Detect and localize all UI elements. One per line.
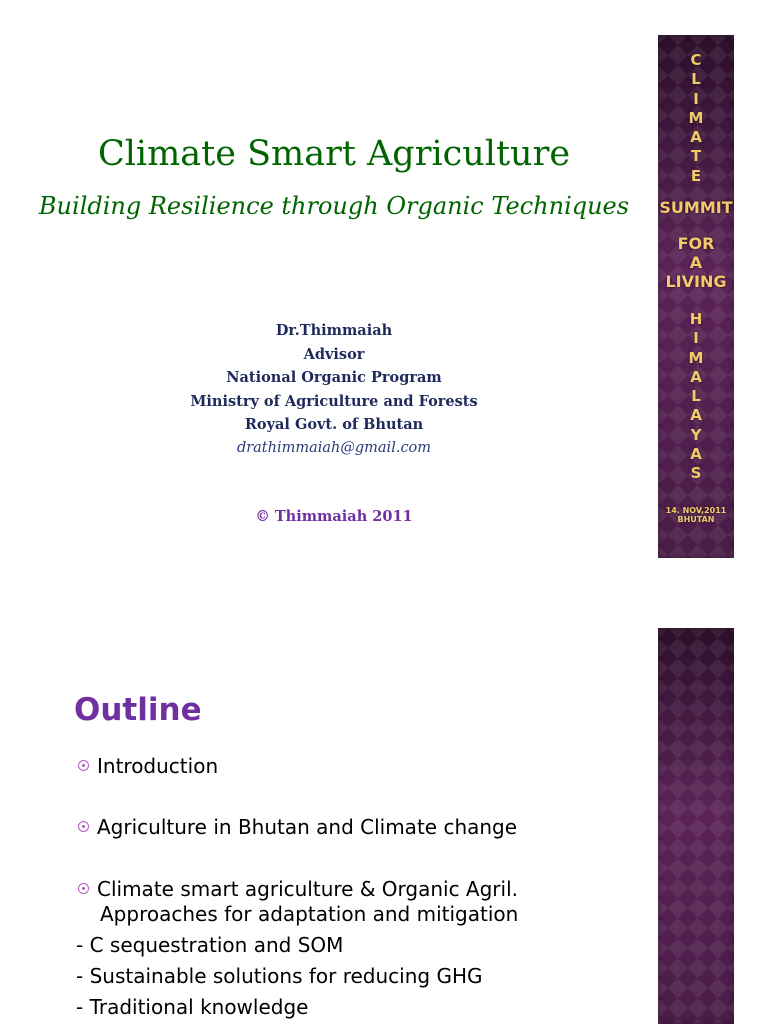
author-program: National Organic Program xyxy=(226,369,442,386)
bullet-circle-icon xyxy=(78,883,89,894)
list-item-continuation: Approaches for adaptation and mitigation xyxy=(100,902,519,926)
banner-word: A xyxy=(689,253,703,272)
author-email: drathimmaiah@gmail.com xyxy=(236,439,432,456)
banner-letter: A xyxy=(690,406,702,425)
banner-letter: C xyxy=(690,51,702,69)
banner-letter: M xyxy=(688,348,704,367)
banner-word: FOR xyxy=(677,234,715,253)
list-item xyxy=(78,754,218,778)
banner-letter: A xyxy=(690,445,702,464)
author-ministry: Ministry of Agriculture and Forests xyxy=(190,392,478,410)
decorative-side-banner xyxy=(658,628,734,1024)
sub-list-item: - Traditional knowledge xyxy=(76,995,309,1019)
bullet-circle-icon xyxy=(78,821,89,832)
banner-letter: E xyxy=(690,166,702,185)
banner-letter: S xyxy=(690,464,702,483)
author-role: Advisor xyxy=(303,345,365,363)
banner-letter: I xyxy=(693,89,699,108)
banner-letter: Y xyxy=(690,425,702,444)
banner-letter: L xyxy=(691,70,701,89)
banner-letter: H xyxy=(689,310,703,328)
author-block xyxy=(0,319,668,460)
outline-slide xyxy=(0,592,768,1024)
list-item xyxy=(78,877,518,901)
author-government: Royal Govt. of Bhutan xyxy=(244,416,424,433)
list-item-text: Climate smart agriculture & Organic Agril. xyxy=(97,877,518,901)
climate-summit-banner xyxy=(658,35,734,558)
list-item-text: Introduction xyxy=(97,754,219,778)
banner-himalayas xyxy=(658,310,734,484)
banner-date xyxy=(658,506,734,524)
banner-for-a-living xyxy=(658,234,734,291)
list-item-text: Agriculture in Bhutan and Climate change xyxy=(97,815,518,839)
banner-location-line: BHUTAN xyxy=(677,515,715,524)
slide-subtitle: Building Resilience through Organic Techniques xyxy=(38,192,630,220)
banner-summit: SUMMIT xyxy=(659,198,733,217)
slide-title: Climate Smart Agriculture xyxy=(97,134,571,174)
banner-letter: I xyxy=(693,329,699,348)
banner-letter: A xyxy=(690,367,702,386)
list-item xyxy=(78,815,517,839)
sub-list-item: - Sustainable solutions for reducing GHG xyxy=(76,964,483,988)
banner-letter: M xyxy=(688,108,704,127)
sub-list-item: - C sequestration and SOM xyxy=(76,933,344,957)
outline-heading: Outline xyxy=(74,692,202,728)
copyright-notice: © Thimmaiah 2011 xyxy=(255,508,413,525)
banner-word: LIVING xyxy=(665,272,727,291)
bullet-circle-icon xyxy=(78,760,89,771)
author-name: Dr.Thimmaiah xyxy=(275,322,393,339)
banner-letter: L xyxy=(691,387,701,406)
banner-date-line: 14. NOV,2011 xyxy=(665,506,727,515)
banner-letter: A xyxy=(690,128,702,147)
banner-letter: T xyxy=(690,147,702,166)
banner-climate xyxy=(658,51,734,186)
